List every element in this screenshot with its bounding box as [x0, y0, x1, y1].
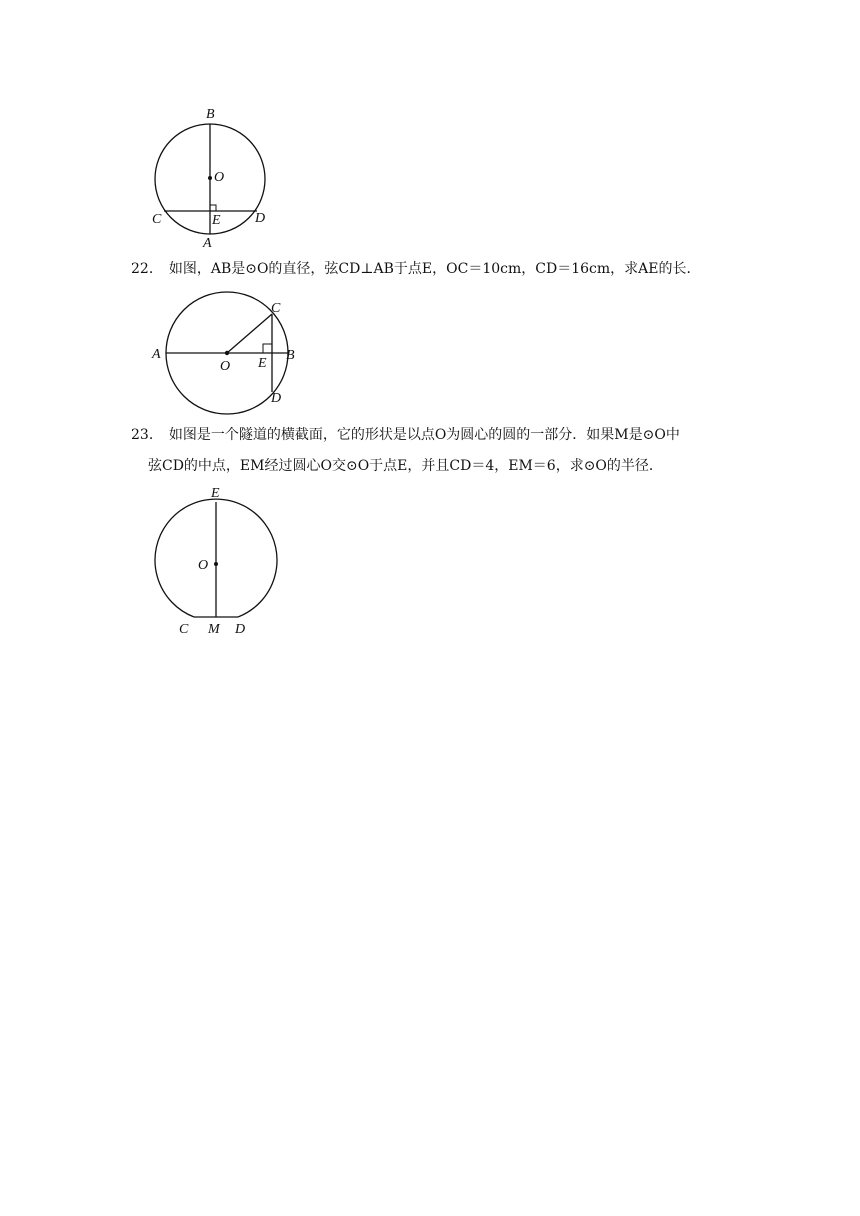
label-b: B — [206, 107, 215, 122]
label-c: C — [152, 212, 162, 227]
label-b: B — [286, 348, 295, 363]
problem-23-line-1: 如图是一个隧道的横截面，它的形状是以点O为圆心的圆的一部分．如果M是⊙O中 — [168, 427, 680, 443]
label-e: E — [211, 486, 220, 501]
center-dot — [214, 562, 218, 566]
center-dot — [225, 351, 229, 355]
label-c: C — [179, 622, 189, 637]
center-dot — [208, 176, 212, 180]
figure-3-svg — [150, 480, 290, 640]
label-d: D — [271, 391, 282, 406]
problem-22 — [131, 254, 731, 285]
radius-oc — [227, 314, 272, 353]
problem-22-text: 如图，AB是⊙O的直径，弦CD⊥AB于点E，OC＝10cm，CD＝16cm，求AE的长． — [168, 261, 701, 277]
label-a: A — [203, 236, 212, 251]
label-e: E — [212, 213, 221, 228]
problem-23-line-2: 弦CD的中点，EM经过圆心O交⊙O于点E，并且CD＝4，EM＝6，求⊙O的半径． — [148, 458, 663, 474]
label-o: O — [220, 359, 231, 374]
figure-3-tunnel-cross-section — [150, 480, 290, 640]
right-angle-mark — [210, 205, 216, 211]
figure-1-svg — [140, 100, 280, 252]
problem-23 — [131, 420, 731, 482]
label-c: C — [271, 301, 281, 316]
label-o: O — [214, 170, 225, 185]
label-d: D — [235, 622, 246, 637]
label-d: D — [255, 211, 266, 226]
label-e: E — [258, 356, 267, 371]
figure-2-circle-radius-chord — [150, 288, 310, 410]
right-angle-mark — [263, 344, 272, 353]
problem-22-number: 22． — [131, 261, 163, 277]
label-m: M — [208, 622, 220, 637]
problem-23-number: 23． — [131, 427, 163, 443]
figure-2-svg — [150, 288, 310, 410]
label-o: O — [198, 558, 209, 573]
figure-1-circle-diameter-chord — [140, 100, 280, 252]
label-a: A — [152, 347, 161, 362]
